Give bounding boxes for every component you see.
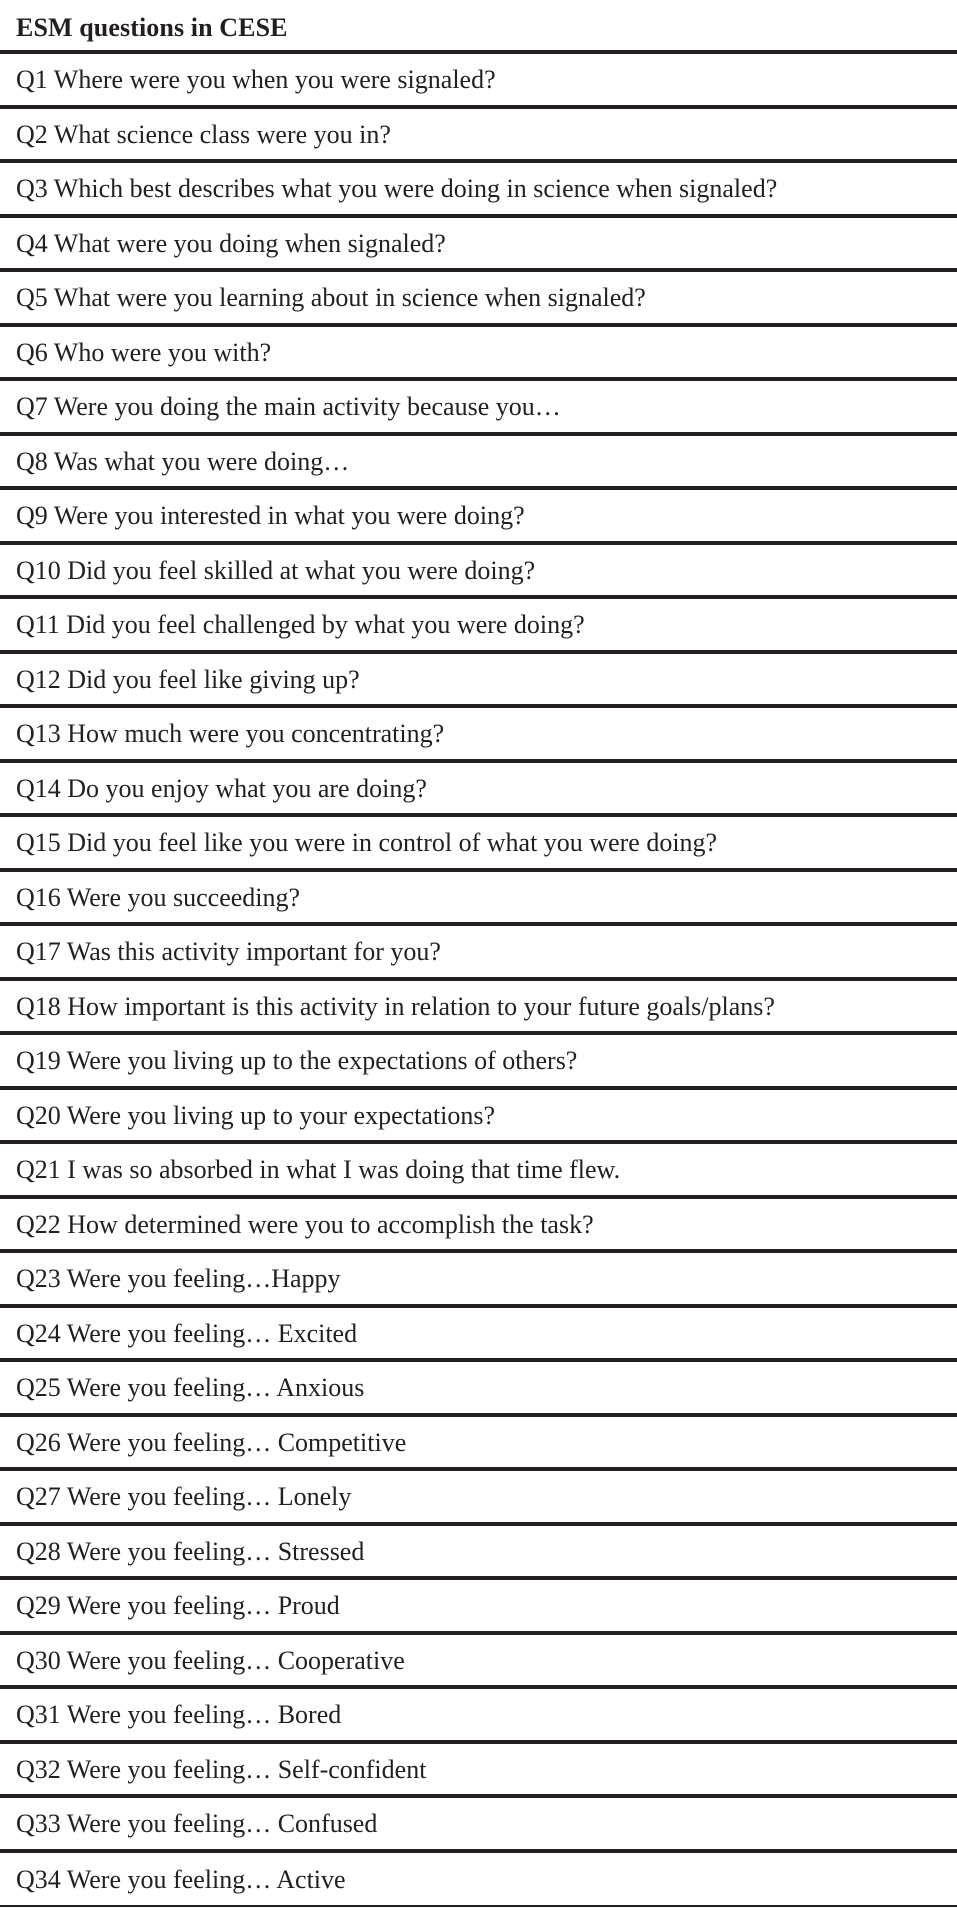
- question-text: Q29 Were you feeling… Proud: [16, 1591, 340, 1621]
- table-row: [0, 817, 957, 872]
- question-text: Q32 Were you feeling… Self-confident: [16, 1754, 427, 1784]
- table-row: [0, 1308, 957, 1363]
- table-row: [0, 1362, 957, 1417]
- table-row: [0, 1090, 957, 1145]
- table-row: [0, 1144, 957, 1199]
- question-text: Q3 Which best describes what you were doing in science when signaled?: [16, 174, 778, 204]
- question-text: Q23 Were you feeling…Happy: [16, 1264, 341, 1294]
- question-text: Q30 Were you feeling… Cooperative: [16, 1645, 405, 1675]
- question-text: Q16 Were you succeeding?: [16, 882, 301, 912]
- question-text: Q18 How important is this activity in relation to your future goals/plans?: [16, 991, 775, 1021]
- question-text: Q17 Was this activity important for you?: [16, 937, 441, 967]
- table-row: [0, 327, 957, 382]
- question-text: Q34 Were you feeling… Active: [16, 1864, 346, 1894]
- table-row: [0, 1035, 957, 1090]
- question-text: Q1 Where were you when you were signaled?: [16, 65, 496, 95]
- question-text: Q5 What were you learning about in science when signaled?: [16, 283, 646, 313]
- question-text: Q31 Were you feeling… Bored: [16, 1700, 342, 1730]
- question-text: Q13 How much were you concentrating?: [16, 719, 445, 749]
- question-text: Q20 Were you living up to your expectations?: [16, 1100, 496, 1130]
- question-text: Q24 Were you feeling… Excited: [16, 1318, 358, 1348]
- question-text: Q8 Was what you were doing…: [16, 446, 350, 476]
- question-text: Q15 Did you feel like you were in control of what you were doing?: [16, 828, 718, 858]
- table-row: [0, 599, 957, 654]
- question-text: Q26 Were you feeling… Competitive: [16, 1427, 407, 1457]
- table-row: [0, 763, 957, 818]
- question-text: Q21 I was so absorbed in what I was doing that time flew.: [16, 1155, 621, 1185]
- table-body: [0, 54, 957, 1907]
- table-row: [0, 872, 957, 927]
- table-row: [0, 1580, 957, 1635]
- question-text: Q6 Who were you with?: [16, 337, 272, 367]
- table-row: [0, 1526, 957, 1581]
- table-row: [0, 1417, 957, 1472]
- table-row: [0, 54, 957, 109]
- table-row: [0, 1853, 957, 1908]
- table-row: [0, 490, 957, 545]
- question-text: Q11 Did you feel challenged by what you were doing?: [16, 610, 585, 640]
- question-text: Q14 Do you enjoy what you are doing?: [16, 773, 427, 803]
- question-text: Q22 How determined were you to accomplish the task?: [16, 1209, 594, 1239]
- table-row: [0, 1199, 957, 1254]
- table-row: [0, 926, 957, 981]
- table-row: [0, 654, 957, 709]
- question-text: Q2 What science class were you in?: [16, 119, 391, 149]
- question-text: Q4 What were you doing when signaled?: [16, 228, 446, 258]
- table-row: [0, 1471, 957, 1526]
- table-header-row: [0, 0, 957, 54]
- table-row: [0, 272, 957, 327]
- table-row: [0, 218, 957, 273]
- table-row: [0, 545, 957, 600]
- table-row: [0, 1635, 957, 1690]
- table-header: ESM questions in CESE: [16, 13, 288, 42]
- table-row: [0, 1253, 957, 1308]
- table-row: [0, 708, 957, 763]
- table-row: [0, 1689, 957, 1744]
- table-row: [0, 436, 957, 491]
- question-text: Q27 Were you feeling… Lonely: [16, 1482, 352, 1512]
- table-row: [0, 163, 957, 218]
- table-row: [0, 109, 957, 164]
- table-row: [0, 1744, 957, 1799]
- table-row: [0, 1798, 957, 1853]
- table-row: [0, 981, 957, 1036]
- table-row: [0, 381, 957, 436]
- question-text: Q19 Were you living up to the expectations of others?: [16, 1046, 578, 1076]
- question-text: Q12 Did you feel like giving up?: [16, 664, 360, 694]
- question-text: Q25 Were you feeling… Anxious: [16, 1373, 365, 1403]
- question-text: Q33 Were you feeling… Confused: [16, 1809, 378, 1839]
- question-text: Q10 Did you feel skilled at what you were doing?: [16, 555, 536, 585]
- question-text: Q7 Were you doing the main activity because you…: [16, 392, 561, 422]
- question-text: Q28 Were you feeling… Stressed: [16, 1536, 365, 1566]
- question-text: Q9 Were you interested in what you were doing?: [16, 501, 525, 531]
